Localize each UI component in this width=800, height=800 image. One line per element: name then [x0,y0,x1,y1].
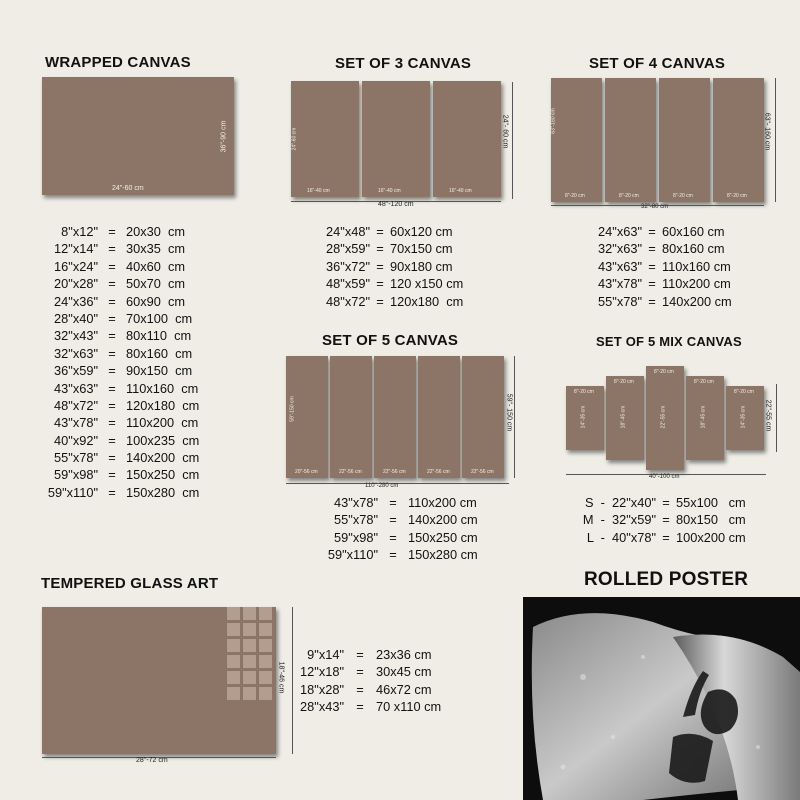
size-row [590,293,772,310]
rolled-poster-image [523,597,800,800]
set5mix-panel-width-label: 8"-20 cm [734,389,754,395]
size-row [590,223,772,240]
set5-panel-width-label: 20"-56 cm [295,469,318,475]
size-cm: 100x200 cm [676,529,746,545]
size-row [318,223,490,240]
size-inches: 28"x40" [54,310,98,326]
glass-tile [259,671,272,684]
size-row [42,258,226,275]
size-inches: 16"x24" [54,258,98,274]
size-equals: = [108,276,116,292]
set4-total-width: 32"-80 cm [641,204,669,210]
size-equals: = [648,258,656,274]
set5mix-panel-height-label: 14"-35 cm [740,405,747,429]
size-inches: 55"x78" [334,512,378,528]
size-inches: 43"x63" [54,380,98,396]
size-inches: 55"x78" [598,293,642,309]
size-row [590,258,772,275]
size-cm: 60x160 cm [662,224,725,239]
size-equals: = [356,664,364,680]
size-row [318,240,490,257]
size-equals: = [108,363,116,379]
glass-preview [42,607,276,754]
set5mix-panel [686,376,724,460]
size-inches: 18"x28" [300,681,344,697]
size-row [42,240,226,257]
size-cm: 23x36 cm [376,647,432,662]
size-equals: = [662,512,670,528]
glass-reflection-pattern [227,607,272,700]
size-inches: 32"x43" [54,328,98,344]
rolled-poster-illustration [523,597,800,800]
glass-height-line [292,607,293,754]
size-row [42,380,226,397]
size-equals: = [108,293,116,309]
set5-total-width: 110"-280 cm [365,483,399,489]
size-cm: 150x250 cm [408,529,478,545]
set5mix-panel-height-label: 14"-35 cm [580,405,587,429]
glass-tile [243,639,256,652]
size-cm: 110x200 cm [408,495,477,510]
size-equals: = [356,699,364,715]
size-equals: = [108,432,116,448]
size-inches: 12"x14" [54,241,98,257]
set3-panel-width-label: 16"-40 cm [307,188,330,194]
wrapped-canvas-title: WRAPPED CANVAS [45,54,191,71]
size-row [590,275,772,292]
set5mix-panel-height-label: 22"-55 cm [660,405,667,429]
set5mix-total-width: 40"-100 cm [649,474,680,480]
size-inches: 48"x59" [326,276,370,292]
set3-panel-height-label: 24"-60 cm [291,127,298,151]
glass-tile [259,687,272,700]
glass-tile [227,607,240,620]
size-inches: 28"x59" [326,241,370,257]
size-equals: = [662,495,670,510]
glass-height-label: 18"-46 cm [277,661,285,694]
set3-panel-width-label: 16"-40 cm [449,188,472,194]
size-equals: = [648,276,656,292]
size-cm: 80x150 cm [676,512,746,528]
size-row [590,240,772,257]
glass-tile [227,687,240,700]
set5-panel [462,356,504,478]
size-cm: 80x160 cm [662,241,725,257]
set5mix-panel [726,386,764,450]
size-equals: = [108,345,116,361]
size-row [576,529,776,546]
wrapped-width-label: 24"-60 cm [112,185,144,192]
set4-size-list [590,223,772,310]
size-equals: = [108,467,116,483]
size-inches: 9"x14" [307,647,344,662]
set3-height-line [512,82,513,199]
glass-tile [227,671,240,684]
size-cm: 60x120 cm [390,224,453,239]
size-row [42,484,226,501]
size-cm: 150x280 cm [408,547,478,563]
size-inches: S - 22"x40" [585,495,656,510]
size-inches: 36"x72" [326,258,370,274]
set4-panel-height-label: 63"-160 cm [550,108,557,134]
size-equals: = [376,224,384,239]
size-equals: = [389,529,397,545]
size-inches: 28"x43" [300,699,344,715]
size-equals: = [648,241,656,257]
size-inches: 59"x110" [327,547,378,563]
set5mix-size-list [576,494,776,546]
size-cm: 70 x110 cm [376,699,442,715]
set3-size-list [318,223,490,310]
set5mix-title: SET OF 5 MIX CANVAS [596,334,742,349]
set4-panel-width-label: 8"-20 cm [619,193,639,199]
size-equals: = [356,681,364,697]
size-inches: 48"x72" [326,293,370,309]
size-equals: = [108,310,116,326]
size-row [298,681,486,698]
size-row [318,546,528,563]
size-cm: 55x100 cm [676,495,746,510]
size-row [318,258,490,275]
size-equals: = [376,276,384,292]
size-cm: 70x100 cm [126,310,193,326]
glass-tile [243,607,256,620]
set4-total-height: 63"- 160 cm [763,112,771,151]
size-inches: 43"x63" [598,258,642,274]
size-row [298,663,486,680]
size-cm: 140x200 cm [662,293,732,309]
size-equals: = [389,495,397,510]
size-cm: 140x200 cm [126,450,200,466]
set5mix-panel-width-label: 8"-20 cm [614,379,634,385]
size-row [42,466,226,483]
set5-size-list [318,494,528,564]
size-inches: 55"x78" [54,450,98,466]
set5mix-panel-width-label: 8"-20 cm [654,369,674,375]
set3-panel [433,81,501,197]
size-row [318,494,528,511]
glass-tile [259,623,272,636]
size-cm: 50x70 cm [126,276,186,292]
size-cm: 150x250 cm [126,467,200,483]
size-inches: M - 32"x59" [582,512,656,528]
set3-panel [362,81,430,197]
size-cm: 120 x150 cm [390,276,464,292]
size-inches: 24"x63" [598,224,642,239]
set5mix-panel-width-label: 8"-20 cm [694,379,714,385]
set5mix-panel [566,386,604,450]
size-row [42,397,226,414]
glass-tile [243,655,256,668]
set4-panel [551,78,602,202]
size-equals: = [389,512,397,528]
size-cm: 100x235 cm [126,432,200,448]
set4-panel [605,78,656,202]
set3-panel-width-label: 16"-40 cm [378,188,401,194]
size-row [42,293,226,310]
size-inches: 8"x12" [61,224,98,239]
glass-title: TEMPERED GLASS ART [41,575,219,592]
size-inches: L - 40"x78" [586,529,656,545]
size-equals: = [108,258,116,274]
glass-size-list [298,646,486,716]
size-row [318,293,490,310]
size-cm: 70x150 cm [390,241,453,257]
size-inches: 36"x59" [54,363,98,379]
set5-panel [418,356,460,478]
set3-title: SET OF 3 CANVAS [335,55,472,72]
size-equals: = [648,224,656,239]
size-cm: 120x180 cm [126,397,200,413]
set5mix-panel-height-label: 18"-45 cm [620,405,627,429]
size-cm: 40x60 cm [126,258,186,274]
size-cm: 30x45 cm [376,664,432,680]
size-cm: 150x280 cm [126,484,200,500]
size-row [42,327,226,344]
size-inches: 24"x36" [54,293,98,309]
size-row [42,275,226,292]
glass-tile [259,607,272,620]
glass-tile [259,655,272,668]
size-equals: = [648,293,656,309]
wrapped-canvas-preview [42,77,234,195]
size-inches: 12"x18" [300,664,344,680]
glass-tile [227,623,240,636]
set5-panel-width-label: 22"-56 cm [383,469,406,475]
size-cm: 60x90 cm [126,293,186,309]
glass-tile [243,687,256,700]
set5-panel [286,356,328,478]
glass-tile [227,655,240,668]
size-inches: 40"x92" [54,432,98,448]
set5mix-panel [606,376,644,460]
size-inches: 59"x98" [334,529,378,545]
size-row [42,432,226,449]
size-row [42,414,226,431]
set4-panel [659,78,710,202]
size-inches: 43"x78" [598,276,642,292]
size-inches: 20"x28" [54,276,98,292]
set3-total-width: 48"-120 cm [378,201,414,208]
size-inches: 59"x110" [47,484,98,500]
size-cm: 110x200 cm [126,415,199,431]
size-row [318,275,490,292]
size-row [42,345,226,362]
size-inches: 48"x72" [54,397,98,413]
set5-height-line [514,356,515,478]
size-equals: = [376,258,384,274]
poster-title: ROLLED POSTER [584,569,749,590]
size-equals: = [108,484,116,500]
wrapped-height-label: 36"-90 cm [220,120,228,153]
size-cm: 110x160 cm [126,380,199,396]
set5-title: SET OF 5 CANVAS [322,332,459,349]
size-equals: = [108,380,116,396]
set5-panel-width-label: 22"-56 cm [339,469,362,475]
set5mix-panel-width-label: 8"-20 cm [574,389,594,395]
size-cm: 90x180 cm [390,258,453,274]
size-cm: 80x160 cm [126,345,193,361]
size-row [298,646,486,663]
size-cm: 140x200 cm [408,512,478,528]
size-cm: 120x180 cm [390,293,464,309]
set5-panel-width-label: 22"-56 cm [427,469,450,475]
set5mix-height-line [776,384,777,452]
glass-tile [243,623,256,636]
set5-panel [330,356,372,478]
glass-tile [227,639,240,652]
set5mix-panel-height-label: 18"-45 cm [700,405,707,429]
set5-total-height: 59"- 150 cm [505,393,513,432]
set4-panel-width-label: 8"-20 cm [727,193,747,199]
size-row [42,310,226,327]
set5-panel [374,356,416,478]
size-inches: 32"x63" [54,345,98,361]
size-equals: = [108,224,116,239]
size-equals: = [108,415,116,431]
size-row [42,223,226,240]
size-inches: 43"x78" [54,415,98,431]
set4-height-line [775,78,776,202]
glass-width-label: 28"-72 cm [136,757,168,764]
glass-tile [259,639,272,652]
wrapped-size-list [42,223,226,501]
size-row [318,529,528,546]
size-row [42,449,226,466]
set4-panel-width-label: 8"-20 cm [673,193,693,199]
set5-panel-height-label: 59"-150 cm [289,396,296,422]
size-equals: = [389,547,397,563]
size-equals: = [108,397,116,413]
size-inches: 32"x63" [598,241,642,257]
size-equals: = [376,241,384,257]
size-row [576,511,776,528]
size-equals: = [108,241,116,257]
size-equals: = [108,328,116,344]
set4-title: SET OF 4 CANVAS [589,55,726,72]
size-row [298,698,486,715]
size-cm: 46x72 cm [376,681,432,697]
size-cm: 20x30 cm [126,224,186,239]
size-cm: 30x35 cm [126,241,186,257]
size-row [318,511,528,528]
set3-panel [291,81,359,197]
size-row [42,362,226,379]
size-cm: 110x160 cm [662,258,731,274]
size-inches: 43"x78" [334,495,378,510]
set4-panel [713,78,764,202]
size-equals: = [662,529,670,545]
size-cm: 110x200 cm [662,276,731,292]
size-equals: = [376,293,384,309]
set5mix-total-height: 22"-55 cm [764,399,772,432]
size-cm: 90x150 cm [126,363,193,379]
size-inches: 59"x98" [54,467,98,483]
size-row [576,494,776,511]
size-equals: = [108,450,116,466]
set3-total-height: 24"- 60 cm [501,114,509,149]
glass-tile [243,671,256,684]
size-cm: 80x110 cm [126,328,192,344]
set4-panel-width-label: 8"-20 cm [565,193,585,199]
set5mix-panel [646,366,684,470]
size-inches: 24"x48" [326,224,370,239]
size-equals: = [356,647,364,662]
set5-panel-width-label: 22"-56 cm [471,469,494,475]
